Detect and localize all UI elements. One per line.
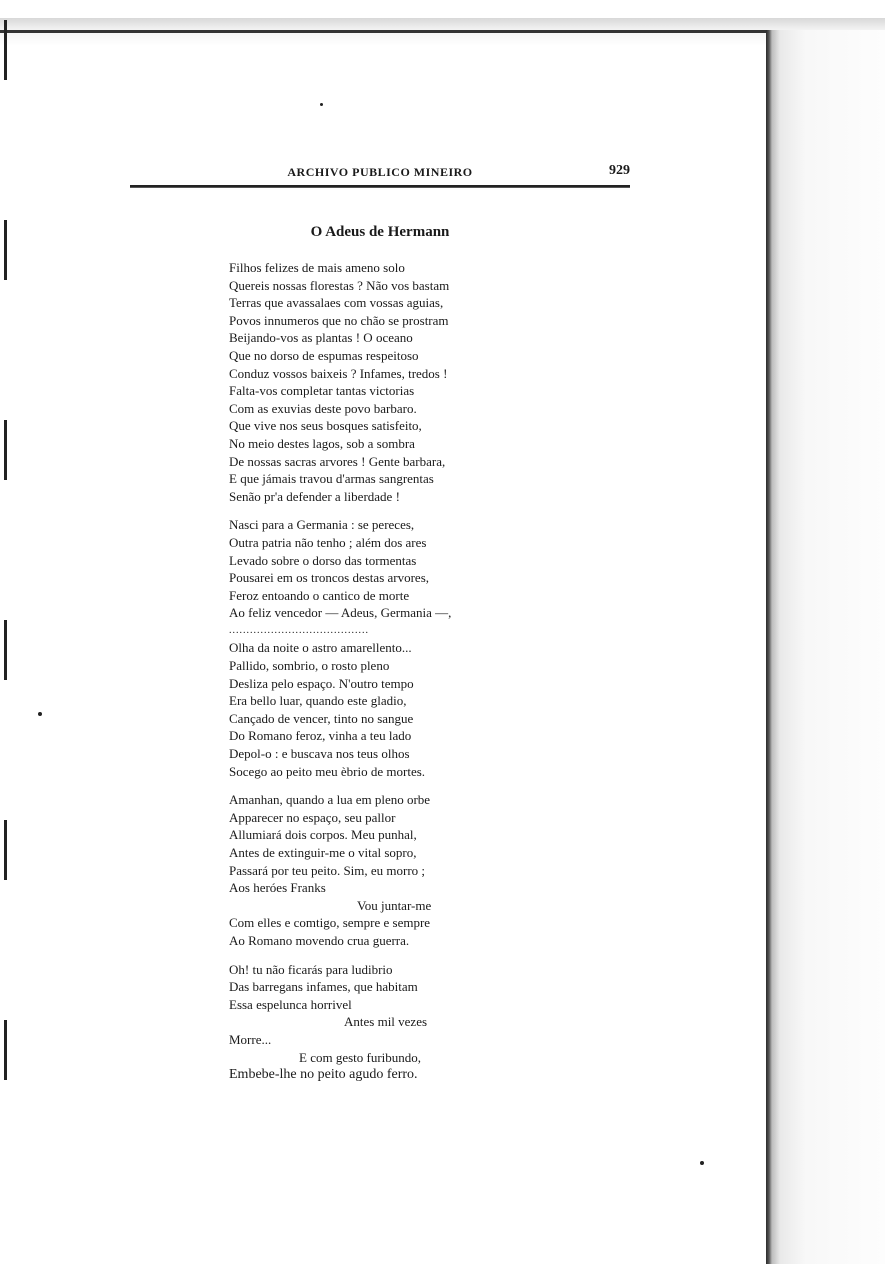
verse-line: Das barregans infames, que habitam bbox=[229, 979, 418, 995]
verse-line: Com elles e comtigo, sempre e sempre bbox=[229, 915, 431, 931]
verse-line: Ao feliz vencedor — Adeus, Germania —, bbox=[229, 605, 452, 621]
verse-line: Pousarei em os troncos destas arvores, bbox=[229, 570, 430, 586]
verse-line: Apparecer no espaço, seu pallor bbox=[229, 809, 396, 825]
verse-line: Outra patria não tenho ; além dos ares bbox=[229, 534, 427, 550]
stanza-4 bbox=[229, 791, 559, 949]
verse-line: Socego ao peito meu èbrio de mortes. bbox=[229, 763, 426, 779]
stanza-3 bbox=[229, 639, 559, 780]
verse-line: Levado sobre o dorso das tormentas bbox=[229, 552, 417, 568]
verse-line-indented: Antes mil vezes bbox=[344, 1014, 428, 1030]
verse-line: Olha da noite o astro amarellento... bbox=[229, 640, 412, 656]
verse-line: Povos innumeros que no chão se prostram bbox=[229, 312, 449, 328]
verse-line: Filhos felizes de mais ameno solo bbox=[229, 260, 405, 275]
verse-line: Aos heróes Franks bbox=[229, 880, 326, 896]
scan-speck bbox=[38, 712, 42, 716]
stanza-5 bbox=[229, 961, 559, 1084]
verse-line: Embebe-lhe no peito agudo ferro. bbox=[229, 1067, 418, 1083]
verse-line: Falta-vos completar tantas victorias bbox=[229, 383, 415, 399]
running-title: ARCHIVO PUBLICO MINEIRO bbox=[287, 165, 473, 179]
verse-line: De nossas sacras arvores ! Gente barbara, bbox=[229, 453, 446, 469]
scan-left-edge bbox=[4, 20, 7, 1200]
stanza-gap bbox=[229, 780, 559, 791]
verse-line: Do Romano feroz, vinha a teu lado bbox=[229, 728, 412, 744]
scan-speck bbox=[320, 103, 323, 106]
stanza-1 bbox=[229, 259, 559, 505]
verse-line: Oh! tu não ficarás para ludibrio bbox=[229, 961, 393, 977]
verse-line: Allumiará dois corpos. Meu punhal, bbox=[229, 827, 417, 843]
verse-line: Amanhan, quando a lua em pleno orbe bbox=[229, 792, 431, 808]
page-header bbox=[130, 163, 630, 185]
verse-line: Desliza pelo espaço. N'outro tempo bbox=[229, 675, 414, 691]
poem-body bbox=[229, 259, 559, 1084]
verse-line: Conduz vossos baixeis ? Infames, tredos ! bbox=[229, 365, 448, 381]
verse-line-indented: E com gesto furibundo, bbox=[299, 1049, 422, 1065]
verse-line: E que jámais travou d'armas sangrentas bbox=[229, 471, 434, 487]
verse-line: Terras que avassalaes com vossas aguias, bbox=[229, 295, 444, 311]
poem-title: O Adeus de Hermann bbox=[310, 224, 450, 240]
verse-line-indented: Vou juntar-me bbox=[357, 897, 432, 913]
verse-line: Pallido, sombrio, o rosto pleno bbox=[229, 658, 390, 674]
verse-line: Ao Romano movendo crua guerra. bbox=[229, 932, 410, 948]
stanza-gap bbox=[229, 950, 559, 961]
verse-line: Passará por teu peito. Sim, eu morro ; bbox=[229, 862, 426, 878]
scan-speck bbox=[700, 1161, 704, 1165]
verse-line: Era bello luar, quando este gladio, bbox=[229, 693, 407, 709]
verse-line: Senão pr'a defender a liberdade ! bbox=[229, 488, 400, 504]
verse-line: Cançado de vencer, tinto no sangue bbox=[229, 710, 414, 726]
verse-line: Morre... bbox=[229, 1031, 272, 1047]
verse-line: Nasci para a Germania : se pereces, bbox=[229, 517, 415, 533]
stanza-2 bbox=[229, 516, 559, 622]
dotted-separator: ........................................ bbox=[229, 624, 369, 636]
page-number: 929 bbox=[609, 163, 630, 178]
verse-line: Essa espelunca horrivel bbox=[229, 996, 352, 1012]
header-rule bbox=[130, 185, 630, 188]
verse-line: Que no dorso de espumas respeitoso bbox=[229, 347, 419, 363]
verse-line: Antes de extinguir-me o vital sopro, bbox=[229, 845, 417, 860]
verse-line: Quereis nossas florestas ? Não vos bastam bbox=[229, 277, 450, 293]
scan-right-edge bbox=[766, 30, 885, 1264]
verse-line: Com as exuvias deste povo barbaro. bbox=[229, 400, 417, 416]
verse-line: Feroz entoando o cantico de morte bbox=[229, 587, 410, 603]
verse-line: Depol-o : e buscava nos teus olhos bbox=[229, 746, 410, 762]
scan-top-border bbox=[0, 30, 770, 33]
verse-line: No meio destes lagos, sob a sombra bbox=[229, 435, 415, 451]
verse-line: Beijando-vos as plantas ! O oceano bbox=[229, 330, 413, 346]
stanza-gap bbox=[229, 505, 559, 516]
verse-line: Que vive nos seus bosques satisfeito, bbox=[229, 418, 422, 434]
